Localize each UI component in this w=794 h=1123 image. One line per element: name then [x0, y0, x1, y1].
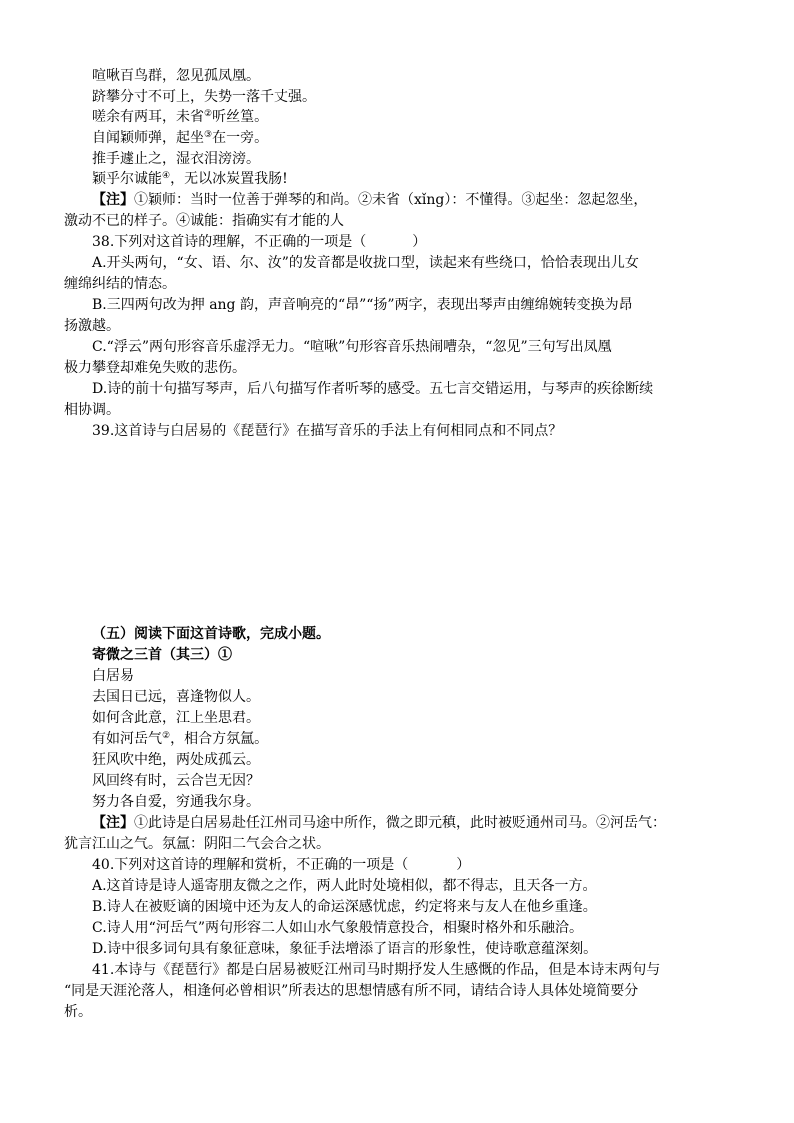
poem1-note-cont: 激动不已的样子。④诚能：指确实有才能的人: [64, 213, 344, 229]
q40-option-d: D.诗中很多词句具有象征意味，象征手法增添了语言的形象性，使诗歌意蕴深刻。: [92, 941, 598, 957]
poem1-line-1: 喧啾百鸟群，忽见孤凤凰。: [92, 68, 260, 84]
question-40-stem: 40.下列对这首诗的理解和赏析，不正确的一项是（ ）: [92, 857, 471, 873]
poem2-note: 【注】①此诗是白居易赴任江州司马途中所作，微之即元稹，此时被贬通州司马。②河岳气：: [92, 815, 666, 831]
poem2-line-1: 去国日已远，喜逢物似人。: [92, 689, 260, 705]
poem2-line-5: 风回终有时，云合岂无因？: [92, 773, 260, 789]
poem1-line-5: 推手遽止之，湿衣泪滂滂。: [92, 151, 260, 167]
q40-option-b: B.诗人在被贬谪的困境中还为友人的命运深感忧虑，约定将来与友人在他乡重逢。: [92, 899, 597, 915]
poem1-line-6: 颖乎尔诚能④，无以冰炭置我肠!: [92, 171, 288, 187]
question-41-cont-1: “同是天涯沦落人，相逢何必曾相识”所表达的思想情感有所不同，请结合诗人具体处境简要分: [64, 983, 639, 999]
note-label: 【注】: [92, 815, 134, 831]
question-39: 39.这首诗与白居易的《琵琶行》在描写音乐的手法上有何相同点和不同点？: [92, 423, 563, 439]
q38-option-a-cont: 缠绵纠结的情态。: [64, 276, 176, 292]
poem2-line-6: 努力各自爱，穷通我尔身。: [92, 794, 260, 810]
q40-option-a: A.这首诗是诗人遥寄朋友微之之作，两人此时处境相似，都不得志，且天各一方。: [92, 878, 597, 894]
question-41: 41.本诗与《琵琶行》都是白居易被贬江州司马时期抒发人生感慨的作品，但是本诗末两句与: [92, 962, 661, 978]
note-label: 【注】: [92, 192, 134, 208]
q40-option-c: C.诗人用“河岳气”两句形容二人如山水气象般情意投合，相聚时格外和乐融洽。: [92, 920, 583, 936]
q38-option-d-cont: 相协调。: [64, 402, 120, 418]
q38-option-c: C.“浮云”两句形容音乐虚浮无力。“喧啾”句形容音乐热闹嘈杂，“忽见”三句写出凤凰: [92, 339, 612, 355]
poem1-line-4: 自闻颖师弹，起坐③在一旁。: [92, 130, 269, 146]
poem2-line-4: 狂风吹中绝，两处成孤云。: [92, 752, 260, 768]
poem1-line-3: 嗟余有两耳，未省②听丝篁。: [92, 109, 269, 125]
poem2-line-3: 有如河岳气②，相合方氛氲。: [92, 731, 269, 747]
poem2-note-cont: 犹言江山之气。氛氲：阴阳二气会合之状。: [64, 836, 330, 852]
poem2-line-2: 如何含此意，江上坐思君。: [92, 710, 260, 726]
poem2-title: 寄微之三首（其三）①: [92, 647, 232, 663]
q38-option-c-cont: 极力攀登却难免失败的悲伤。: [64, 360, 246, 376]
q38-option-a: A.开头两句，“女、语、尔、汝”的发音都是收拢口型，读起来有些绕口，恰恰表现出儿女: [92, 255, 639, 271]
poem1-line-2: 跻攀分寸不可上，失势一落千丈强。: [92, 89, 316, 105]
poem2-author: 白居易: [92, 668, 134, 684]
section-5-heading: （五）阅读下面这首诗歌，完成小题。: [92, 626, 330, 642]
q38-option-d: D.诗的前十句描写琴声，后八句描写作者听琴的感受。五七言交错运用，与琴声的疾徐断续: [92, 381, 654, 397]
q38-option-b-cont: 扬激越。: [64, 318, 120, 334]
question-41-cont-2: 析。: [64, 1004, 92, 1020]
q38-option-b: B.三四两句改为押 ang 韵，声音响亮的“昂”“扬”两字，表现出琴声由缠绵婉转变换为昂: [92, 297, 633, 313]
poem1-note: 【注】①颖师：当时一位善于弹琴的和尚。②未省（xǐng）：不懂得。③起坐：忽起忽坐，: [92, 192, 648, 208]
question-38-stem: 38.下列对这首诗的理解，不正确的一项是（ ）: [92, 234, 427, 250]
